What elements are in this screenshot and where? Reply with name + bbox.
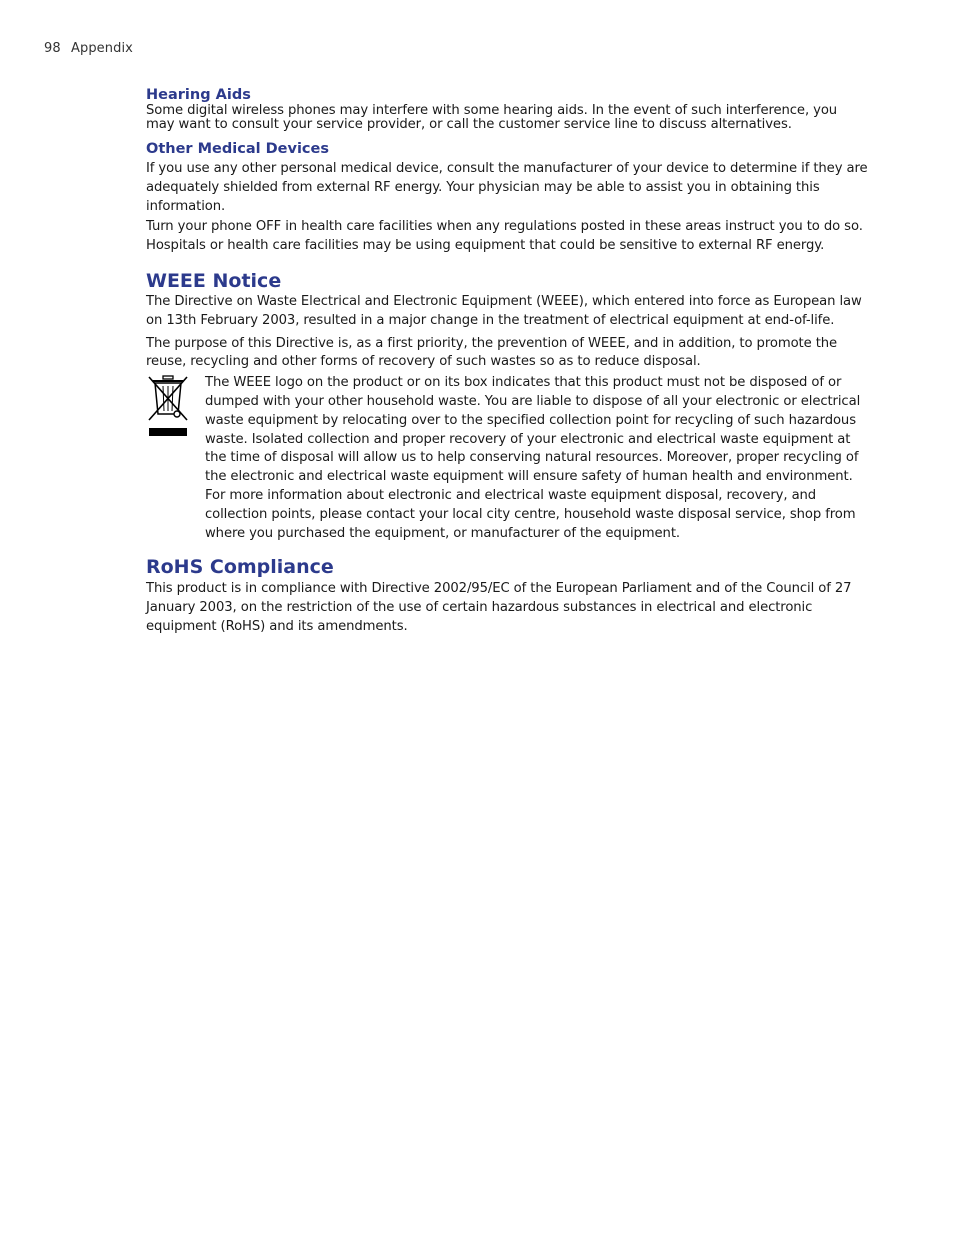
rohs-heading: RoHS Compliance (146, 556, 334, 579)
rohs-text: This product is in compliance with Directive 2002/95/EC of the European Parliament and of the Council of 27 January 2003, on the restriction of the use of certain hazardous substances in electrical and electronic equipment (RoHS) and its amendments. (146, 581, 852, 634)
other-medical-heading: Other Medical Devices (146, 141, 329, 157)
weee-para2: The purpose of this Directive is, as a first priority, the prevention of WEEE, and in addition, to promote the reuse, recycling and other forms of recovery of such wastes so as to reduce disposal. (146, 335, 838, 370)
page-header (44, 41, 133, 56)
weee-logo-text: The WEEE logo on the product or on its box indicates that this product must not be disposed of or dumped with your other household waste. You are liable to dispose of all your electronic or electrical waste equipment by relocating over to the specified collection point for recycling of such hazardous waste. Isolated collection and proper recovery of your electronic and electrical waste equipment at the time of disposal will allow us to help conserving natural resources. Moreover, proper recycling of the electronic and electrical waste equipment will ensure safety of human health and environment. For more information about electronic and electrical waste equipment disposal, recovery, and collection points, please contact your local city centre, household waste disposal service, shop from where you purchased the equipment, or manufacturer of the equipment. (205, 375, 861, 541)
weee-para1: The Directive on Waste Electrical and Electronic Equipment (WEEE), which entered into force as European law on 13th February 2003, resulted in a major change in the treatment of electrical equipment at end-of-life. (146, 293, 862, 328)
weee-logo-block (146, 374, 868, 543)
section-title: Appendix (70, 41, 133, 56)
weee-heading: WEEE Notice (146, 269, 282, 292)
other-medical-para2: Turn your phone OFF in health care facilities when any regulations posted in these areas instruct you to do so. Hospitals or health care facilities may be using equipment that could be sensitive to external RF energy. (146, 219, 863, 254)
crossed-out-wheelie-bin-icon (146, 374, 190, 438)
page-content (146, 86, 868, 637)
page-number: 98 (44, 41, 61, 56)
other-medical-para1: If you use any other personal medical device, consult the manufacturer of your device to determine if they are adequately shielded from external RF energy. Your physician may be able to assist you in obtaining this information. (146, 161, 868, 214)
hearing-aids-text: Some digital wireless phones may interfere with some hearing aids. In the event of such interference, you may want to consult your service provider, or call the customer service line to discuss alternatives. (146, 103, 838, 132)
hearing-aids-heading: Hearing Aids (146, 87, 251, 103)
